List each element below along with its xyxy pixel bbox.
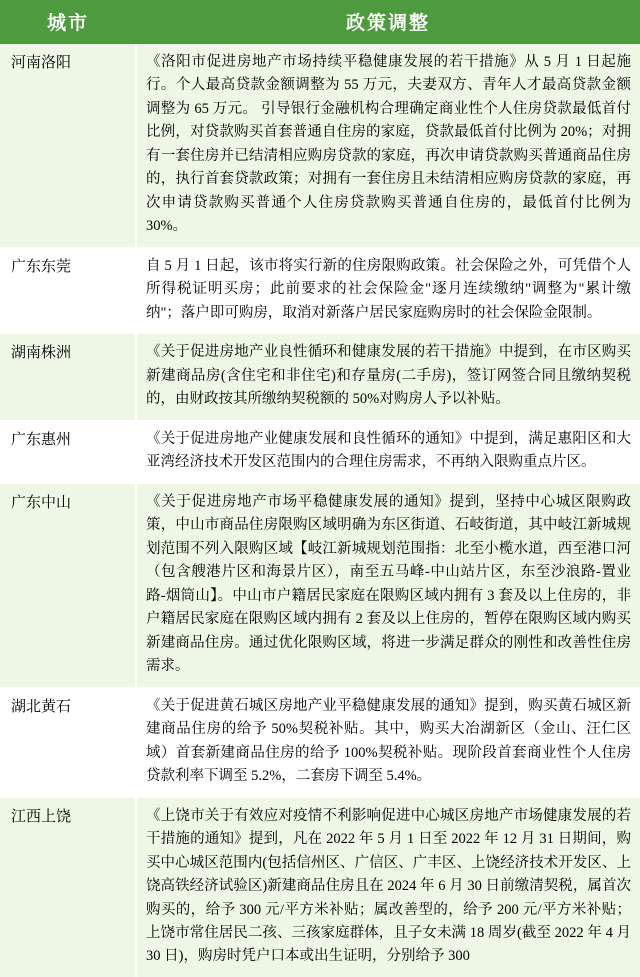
table-body [0, 44, 640, 977]
header-row [0, 0, 640, 44]
table-row [0, 420, 640, 483]
cell-city: 广东东莞 [0, 247, 136, 333]
cell-city: 湖北黄石 [0, 687, 136, 797]
cell-city: 河南洛阳 [0, 44, 136, 247]
cell-city: 广东中山 [0, 483, 136, 687]
cell-city: 江西上饶 [0, 797, 136, 977]
table-row [0, 44, 640, 247]
cell-policy: 自 5 月 1 日起，该市将实行新的住房限购政策。社会保险之外，可凭借个人所得税证明买房；此前要求的社会保险金"逐月连续缴纳"调整为"累计缴纳"；落户即可购房，取消对新落户居民家庭购房时的社会保险金限制。 [136, 247, 640, 333]
table-row [0, 483, 640, 687]
table-row [0, 247, 640, 333]
cell-policy: 《关于促进房地产业健康发展和良性循环的通知》中提到，满足惠阳区和大亚湾经济技术开发区范围内的合理住房需求，不再纳入限购重点片区。 [136, 420, 640, 483]
cell-city: 广东惠州 [0, 420, 136, 483]
table-row [0, 687, 640, 797]
column-header-city: 城市 [0, 0, 136, 44]
cell-policy: 《洛阳市促进房地产市场持续平稳健康发展的若干措施》从 5 月 1 日起施行。个人最高贷款金额调整为 55 万元，夫妻双方、青年人才最高贷款金额调整为 65 万元。 引导银行金融机构合理确定商业性个人住房贷款最低首付比例，对贷款购买首套普通自住房的家庭，贷款最低首付比例为 20%；对拥有一套住房并已结清相应购房贷款的家庭，再次申请贷款购买普通商品住房的，执行首套贷款政策；对拥有一套住房且未结清相应购房贷款的家庭，再次申请贷款购买普通个人住房贷款购买普通自住房的，最低首付比例为 30%。 [136, 44, 640, 247]
column-header-policy: 政策调整 [136, 0, 640, 44]
cell-policy: 《关于促进黄石城区房地产业平稳健康发展的通知》提到，购买黄石城区新建商品住房的给予 50%契税补贴。其中，购买大冶湖新区（金山、汪仁区域）首套新建商品住房的给予 100%契税补贴。现阶段首套商业性个人住房贷款利率下调至 5.2%，二套房下调至 5.4%。 [136, 687, 640, 797]
cell-policy: 《关于促进房地产市场平稳健康发展的通知》提到，坚持中心城区限购政策，中山市商品住房限购区域明确为东区街道、石岐街道，其中岐江新城规划范围不列入限购区域【岐江新城规划范围指：北至小榄水道，西至港口河（包含艘港片区和海景片区），南至五马峰-中山站片区，东至沙浪路-置业路-烟筒山】。中山市户籍居民家庭在限购区域内拥有 3 套及以上住房的，非户籍居民家庭在限购区域内拥有 2 套及以上住房的，暂停在限购区域内购买新建商品住房。通过优化限购区域，将进一步满足群众的刚性和改善性住房需求。 [136, 483, 640, 687]
cell-policy: 《关于促进房地产业良性循环和健康发展的若干措施》中提到，在市区购买新建商品房(含住宅和非住宅)和存量房(二手房)，签订网签合同且缴纳契税的，由财政按其所缴纳契税额的 50%对购房人予以补贴。 [136, 334, 640, 420]
table-header [0, 0, 640, 44]
cell-policy: 《上饶市关于有效应对疫情不利影响促进中心城区房地产市场健康发展的若干措施的通知》提到，凡在 2022 年 5 月 1 日至 2022 年 12 月 31 日期间，购买中心城区范围内(包括信州区、广信区、广丰区、上饶经济技术开发区、上饶高铁经济试验区)新建商品住房且在 2024 年 6 月 30 日前缴清契税，属首次购买的，给予 300 元/平方米补贴；属改善型的，给予 200 元/平方米补贴；上饶市常住居民二孩、三孩家庭群体，且子女未满 18 周岁(截至 2022 年 4 月 30 日)，购房时凭户口本或出生证明，分别给予 300 [136, 797, 640, 977]
table-row [0, 797, 640, 977]
cell-city: 湖南株洲 [0, 334, 136, 420]
table-row [0, 334, 640, 420]
